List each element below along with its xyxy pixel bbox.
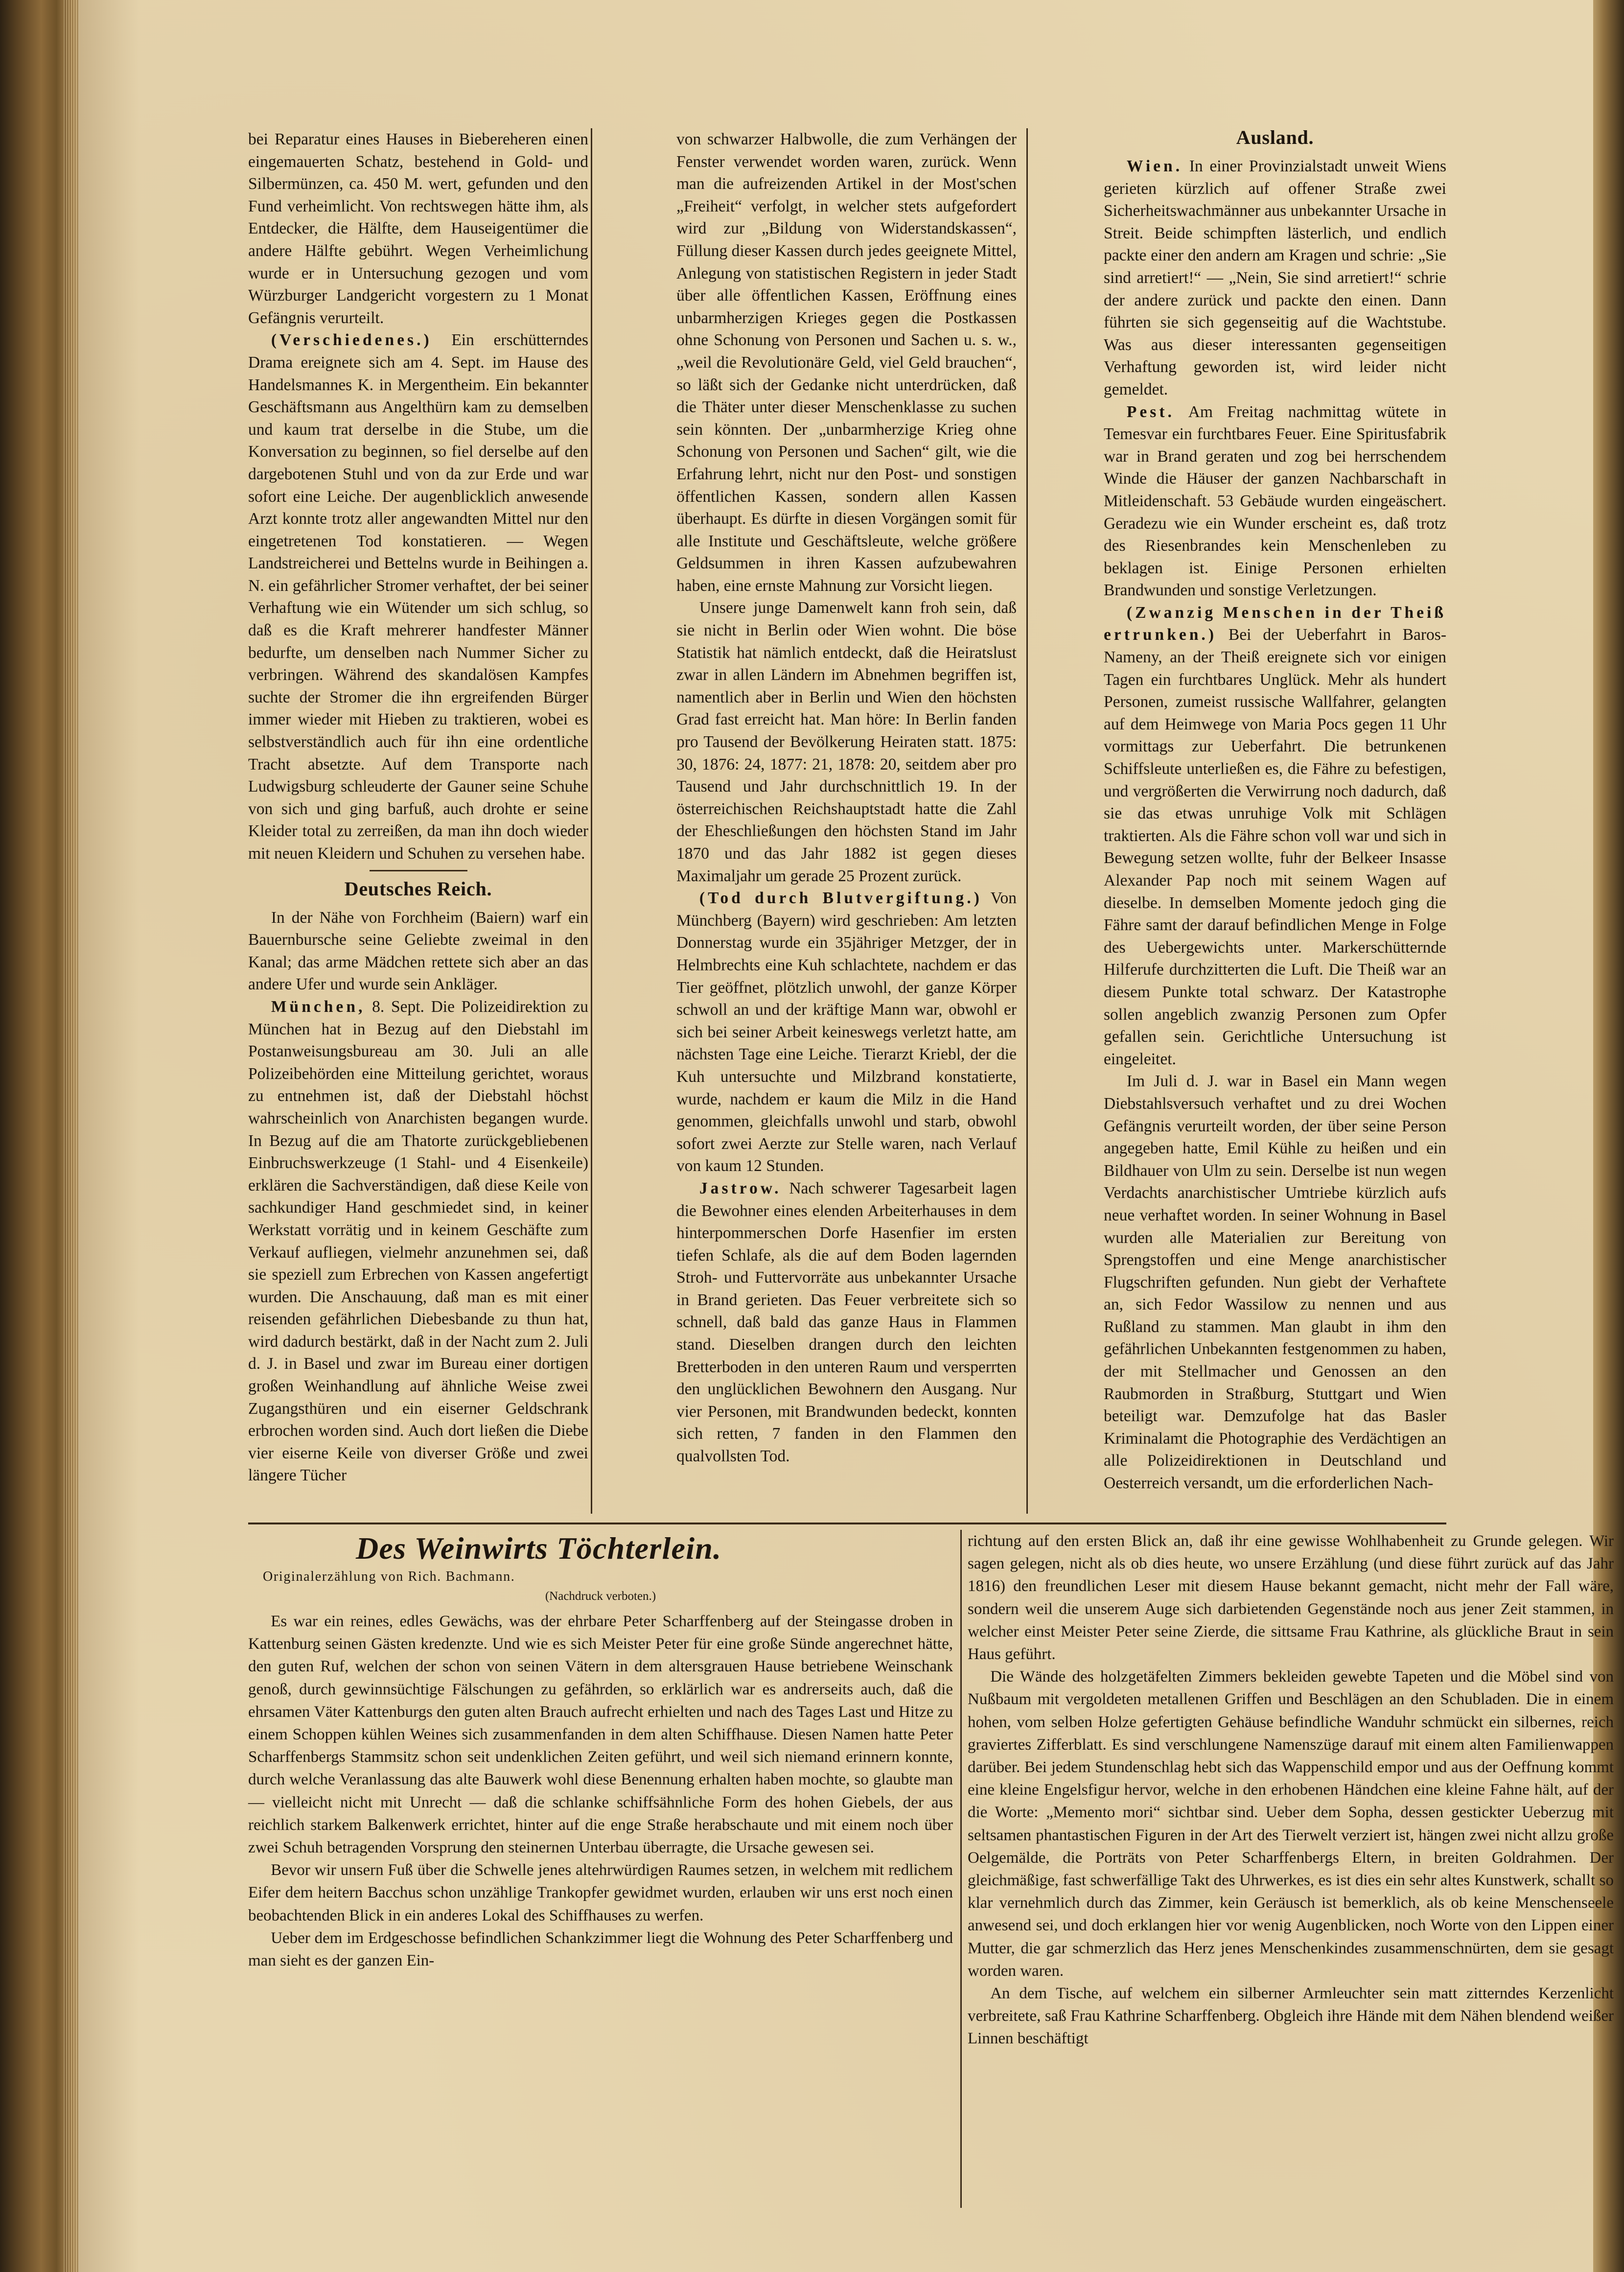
article-body: Am Freitag nachmittag wütete in Temesvar ein furchtbares Feuer. Eine Spiritusfabrik war in Brand geraten und zog bei herrschendem Winde die Häuser der ganzen Nachbarschaft in Mitleidenschaft. 53 Gebäude wurden eingeäschert. Geradezu wie ein Wunder erscheint es, daß trotz des Riesenbrandes kein Menschenleben zu beklagen ist. Einige Personen erhielten Brandwunden und sonstige Verletzungen. <box>1104 402 1447 600</box>
story-column-left <box>248 1530 953 1972</box>
article-verschiedenes <box>248 329 588 865</box>
article-freiheit: von schwarzer Halbwolle, die zum Verhängen der Fenster verwendet worden waren, zurück. Wenn man die aufreizenden Artikel in der Most'schen „Freiheit“ verfolgt, in welcher stets aufgefordert wird zur „Bildung von Widerstandskassen“, Füllung dieser Kassen durch jedes geeignete Mittel, Anlegung von statistischen Registern in jeder Stadt über alle öffentlichen Kassen, Eröffnung eines unbarmherzigen Krieges gegen die Postkassen ohne Schonung von Personen und Sachen u. s. w., „weil die Revolutionäre Geld, viel Geld brauchen“, so läßt sich der Gedanke nicht unterdrücken, daß die Thäter unter dieser Menschenklasse zu suchen sein könnten. Der „unbarmherzige Krieg ohne Schonung von Personen und Sachen“ gilt, wie die Erfahrung lehrt, nicht nur den Post- und sonstigen öffentlichen Kassen, sondern allen Kassen überhaupt. Es dürfte in diesen Vorgängen somit für alle Institute und Geschäftsleute, welche größere Geldsummen in ihren Kassen aufzubewahren haben, eine ernste Mahnung zur Vorsicht liegen. <box>676 130 1017 595</box>
story-reprint-note: (Nachdruck verboten.) <box>545 1590 656 1603</box>
newspaper-page <box>78 0 1614 2272</box>
article-heiratslust: Unsere junge Damenwelt kann froh sein, daß sie nicht in Berlin oder Wien wohnt. Die böse Statistik hat nämlich entdeckt, daß die Heiratslust zwar in allen Ländern im Abnehmen begriffen ist, namentlich aber in Berlin und Wien den höchsten Grad fast erreicht hat. Man höre: In Berlin fanden pro Tausend der Bevölkerung Heiraten statt. 1875: 30, 1876: 24, 1877: 21, 1878: 20, seitdem aber pro Tausend und Jahr durchschnittlich 19. In der österreichischen Reichshauptstadt hatte die Zahl der Eheschließungen den höchsten Stand im Jahr 1870 und das Jahr 1882 ist gegen dieses Maximaljahr um gerade 25 Prozent zurück. <box>676 599 1017 885</box>
article-treasure: bei Reparatur eines Hauses in Biebereheren einen eingemauerten Schatz, bestehend in Gold- und Silbermünzen, ca. 450 M. wert, gefunden und den Fund verheimlicht. Von rechtswegen hätte ihm, als Entdecker, die Hälfte, dem Hauseigentümer die andere Hälfte gebührt. Wegen Verheimlichung wurde er in Untersuchung gezogen und vom Würzburger Landgericht vorgestern zu 1 Monat Gefängnis verurteilt. <box>248 130 588 327</box>
story-column-right <box>968 1530 1614 2050</box>
story-paragraph: An dem Tische, auf welchem ein silberner Armleuchter sein matt zitterndes Kerzenlicht verbreitete, saß Frau Kathrine Scharffenberg. Obgleich ihre Hände mit dem Nähen blendend weißer Linnen beschäftigt <box>968 1985 1614 2048</box>
article-basel: Im Juli d. J. war in Basel ein Mann wegen Diebstahlsversuch verhaftet und zu drei Wochen Gefängnis verurteilt worden, der über seine Person angegeben hatte, Emil Kühle zu heißen und ein Bildhauer von Ulm zu sein. Derselbe ist nun wegen Verdachts anarchistischer Umtriebe kürzlich aufs neue verhaftet worden. In seiner Wohnung in Basel wurden alle Materialien zur Bereitung von Sprengstoffen und eine Menge anarchistischer Flugschriften gefunden. Nun giebt der Verhaftete an, sich Fedor Wassilow zu nennen und aus Rußland zu stammen. Man glaubt in ihm den gefährlichen Unbekannten festgenommen zu haben, der mit Stellmacher und Genossen an den Raubmorden in Straßburg, Stuttgart und Wien beteiligt war. Demzufolge hat das Basler Kriminalamt die Photographie des Verdächtigen an alle Polizeidirektionen in Deutschland und Oesterreich versandt, um die erforderlichen Nach- <box>1104 1072 1446 1493</box>
story-paragraph: Die Wände des holzgetäfelten Zimmers bekleiden gewebte Tapeten und die Möbel sind von Nußbaum mit vergoldeten metallenen Griffen und Beschlägen an den Schubladen. Die in einem hohen, vom selben Holze gefertigten Gehäuse befindliche Wanduhr schmückt ein silbernes, reich graviertes Zifferblatt. Es sind verschlungene Namenszüge darauf mit einem alten Familienwappen darüber. Bei jedem Stundenschlag hebt sich das Wappenschild empor und aus der Oeffnung kommt eine kleine Engelsfigur hervor, welche in den erhobenen Händchen eine kleine Fahne hält, auf der die Worte: „Memento mori“ sichtbar sind. Ueber dem Sopha, dessen gestickter Ueberzug mit seltsamen phantastischen Figuren in der Art des Tierwelt verziert ist, hängen zwei nicht allzu große Oelgemälde, die Porträts von Peter Scharffenbergs Eltern, in breiten Goldrahmen. Der gleichmäßige, fast schwerfällige Takt des Uhrwerkes, es ist dies ein sehr altes Kunstwerk, schallt so klar vernehmlich durch das Zimmer, kein Geräusch ist bemerklich, als ob keine Menschenseele anwesend sei, und doch erklangen hier vor wenig Augenblicken, noch Worte von den Lippen einer Mutter, die gar schmerzlich das Herz jenes Menschenkindes zusammenschnürten, dem sie gesagt worden waren. <box>968 1668 1614 1980</box>
section-heading-ausland: Ausland. <box>1236 126 1314 148</box>
feuilleton-divider <box>248 1522 1446 1524</box>
article-muenchen <box>248 996 588 1487</box>
section-heading-deutsches-reich: Deutsches Reich. <box>344 877 492 900</box>
article-theiss <box>1104 602 1446 1070</box>
story-paragraph: richtung auf den ersten Blick an, daß ihr eine gewisse Wohlhabenheit zu Grunde gelegen. Wir sagen gelegen, nicht als ob dies heute, wo unsere Erzählung (und diese führt zurück auf das Jahr 1816) den freundlichen Leser mit diesem Hause bekannt gemacht, nicht mehr der Fall wäre, sondern weil die unserem Auge sich darbietenden Gegenstände noch aus jener Zeit stammen, in welcher einst Meister Peter seine Zierde, die sittsame Frau Kathrine, als glückliche Braut in sein Haus geführt. <box>968 1532 1614 1663</box>
column-divider <box>1026 128 1028 1514</box>
story-title: Des Weinwirts Töchterlein. <box>356 1531 722 1566</box>
book-binding <box>0 0 86 2272</box>
story-paragraph: Es war ein reines, edles Gewächs, was der ehrbare Peter Scharffenberg auf der Steingasse droben in Kattenburg seinen Gästen kredenzte. Und wie es sich Meister Peter für eine große Sünde angerechnet hätte, den guten Ruf, welchen der schon von seinen Vätern in dem altersgrauen Hause betriebene Weinschank genoß, durch gewinnsüchtige Fälschungen zu gefährden, so erklärlich war es andrerseits auch, daß die ehrsamen Väter Kattenburgs den guten alten Brauch aufrecht erhielten und nach des Tages Last und Hitze zu einem Schoppen kühlen Weines sich zusammenfanden in dem alten Schiffhause. Diesen Namen hatte Peter Scharffenbergs Stammsitz schon seit undenklichen Zeiten geführt, und weil sich niemand erinnern konnte, durch welche Veranlassung das alte Bauwerk wohl diese Benennung erhalten haben mochte, so glaubte man — vielleicht nicht mit Unrecht — daß die schlanke schiffsähnliche Form des hohen Giebels, der aus reichlich starkem Balkenwerk errichtet, hinter auf die enge Straße herabschaute und mit einem noch über zwei Schuh betragenden Vorsprung den steinernen Unterbau überragte, die Ursache gewesen sei. <box>248 1613 953 1857</box>
article-pest <box>1104 401 1446 602</box>
story-paragraph: Bevor wir unsern Fuß über die Schwelle jenes altehrwürdigen Raumes setzen, in welchem mit redlichem Eifer dem heitern Bacchus schon unzählige Trankopfer gewidmet wurden, erlauben wir uns erst noch einen beobachtenden Blick in ein anderes Lokal des Schiffhauses zu werfen. <box>248 1861 953 1924</box>
article-lead: Pest. <box>1126 402 1175 421</box>
article-body: In einer Provinzialstadt unweit Wiens gerieten kürzlich auf offener Straße zwei Sicherheitswachmänner aus unbekannter Ursache in Streit. Beide schimpften lästerlich, und endlich packte einer den andern am Kragen und schrie: „Sie sind arretiert!“ — „Nein, Sie sind arretiert!“ schrie der andere zurück und packte den einen. Dann führten sie sich gegenseitig auf die Wachtstube. Was aus dieser interessanten gegenseitigen Verhaftung geworden ist, wird leider nicht gemeldet. <box>1104 157 1447 398</box>
article-body: 8. Sept. Die Polizeidirektion zu München hat in Bezug auf den Diebstahl im Postanweisungsbureau am 30. Juli an alle Polizeibehörden eine Mitteilung gerichtet, woraus zu entnehmen ist, daß der Diebstahl höchst wahrscheinlich von Anarchisten begangen wurde. In Bezug auf die am Thatorte zurückgebliebenen Einbruchswerkzeuge (1 Stahl- und 4 Eisenkeile) erklären die Sachverständigen, daß diese Keile von sachkundiger Hand geschmiedet sind, in keiner Werkstatt vorrätig und in keinem Geschäfte zum Verkauf aufliegen, vielmehr anzunehmen sei, daß sie speziell zum Erbrechen von Kassen angefertigt wurden. Die Anschauung, daß man es mit einer reisenden gefährlichen Diebesbande zu thun hat, wird dadurch bestärkt, daß in der Nacht zum 2. Juli d. J. in Basel und zwar im Bureau einer dortigen großen Weinhandlung auf ähnliche Weise zwei Zugangsthüren und ein eiserner Geldschrank erbrochen worden sind. Auch dort ließen die Diebe vier eiserne Keile von diverser Größe und zwei längere Tücher <box>248 997 588 1485</box>
article-body: Von Münchberg (Bayern) wird geschrieben: Am letzten Donnerstag wurde ein 35jähriger Metzger, der in Helmbrechts eine Kuh schlachtete, nachdem er das Tier geöffnet, plötzlich unwohl, der ganze Körper schwoll an und der kräftige Mann war, obwohl er sich bei seiner Arbeit keineswegs verletzt hatte, am nächsten Tage eine Leiche. Tierarzt Kriebl, der die Kuh untersuchte und Milzbrand konstatierte, wurde, nachdem er kaum die Milz in die Hand genommen, gleichfalls unwohl und starb, obwohl sofort zwei Aerzte zur Stelle waren, nach Verlauf von kaum 12 Stunden. <box>676 889 1017 1175</box>
column-2 <box>676 128 1017 1468</box>
article-blutvergiftung <box>676 887 1017 1177</box>
story-byline: Originalerzählung von Rich. Bachmann. <box>263 1569 515 1584</box>
article-lead: München, <box>271 997 366 1016</box>
article-lead: Wien. <box>1126 157 1183 175</box>
column-3 <box>1104 120 1446 1495</box>
article-lead: (Tod durch Blutvergiftung.) <box>699 889 982 908</box>
column-divider <box>591 128 592 1514</box>
article-body: Bei der Ueberfahrt in Baros-Nameny, an der Theiß ereignete sich vor einigen Tagen ein furchtbares Unglück. Mehr als hundert Personen, zumeist russische Wallfahrer, gelangten auf dem Heimwege von Maria Pocs gegen 11 Uhr vormittags zur Ueberfahrt. Die betrunkenen Schiffsleute unterließen es, die Fähre zu befestigen, und vergrößerten die Verwirrung noch dadurch, daß sie das etwas unruhige Volk mit Schlägen traktierten. Als die Fähre schon voll war und sich in Bewegung setzen wollte, fuhr der Belkeer Insasse Alexander Pap noch mit seinem Wagen auf dieselbe. In demselben Momente jedoch ging die Fähre samt der darauf befindlichen Menge in Folge des Uebergewichts unter. Markerschütternde Hilferufe durchzitterten die Luft. Die Theiß war an diesem Punkte total schwarz. Der Katastrophe sollen angeblich zwanzig Personen zum Opfer gefallen sein. Gerichtliche Untersuchung ist eingeleitet. <box>1104 626 1446 1068</box>
article-body: Nach schwerer Tagesarbeit lagen die Bewohner eines elenden Arbeiterhauses in dem hinterpommerschen Dorfe Hasenfier im ersten tiefen Schlafe, als die auf dem Boden lagernden Stroh- und Futtervorräte aus unbekannter Ursache in Brand gerieten. Das Feuer verbreitete sich so schnell, daß bald das ganze Haus in Flammen stand. Dieselben drangen durch den leichten Bretterboden in den unteren Raum und versperrten den unglücklichen Bewohnern den Ausgang. Nur vier Personen, mit Brandwunden bedeckt, konnten sich retten, 7 fanden in den Flammen den qualvollsten Tod. <box>676 1179 1017 1466</box>
article-forchheim: In der Nähe von Forchheim (Baiern) warf ein Bauernbursche seine Geliebte zweimal in den Kanal; das arme Mädchen rettete sich aber an das andere Ufer und wurde sein Ankläger. <box>248 908 588 994</box>
column-1 <box>248 128 588 1487</box>
story-paragraph: Ueber dem im Erdgeschosse befindlichen Schankzimmer liegt die Wohnung des Peter Scharffenberg und man sieht es der ganzen Ein- <box>248 1929 953 1970</box>
column-divider <box>960 1530 962 2208</box>
article-body: Ein erschütterndes Drama ereignete sich am 4. Sept. im Hause des Handelsmannes K. in Mergentheim. Ein bekannter Geschäftsmann aus Angelthürn kam zu demselben und kaum trat derselbe in die Stube, um die Konversation zu beginnen, so fiel derselbe auf den dargebotenen Stuhl und von da zur Erde und war sofort eine Leiche. Der augenblicklich anwesende Arzt konnte trotz aller angewandten Mittel nur den eingetretenen Tod konstatieren. — Wegen Landstreicherei und Bettelns wurde in Beihingen a. N. ein gefährlicher Stromer verhaftet, der bei seiner Verhaftung wie ein Wütender um sich schlug, so daß es die Kraft mehrerer handfester Männer bedurfte, um denselben nach Nummer Sicher zu verbringen. Während des skandalösen Kampfes suchte der Stromer die ihn ergreifenden Bürger immer wieder mit Hieben zu traktieren, wobei es selbstverständlich auch für ihn eine ordentliche Tracht absetzte. Auf dem Transporte nach Ludwigsburg schleuderte der Gauner seine Schuhe von sich und ging barfuß, auch drohte er seine Kleider total zu zerreißen, da man ihn doch wieder mit neuen Kleidern und Schuhen zu versehen habe. <box>248 331 589 863</box>
article-wien <box>1104 155 1446 401</box>
section-divider <box>370 870 467 871</box>
article-jastrow <box>676 1177 1017 1468</box>
article-lead: (Zwanzig Menschen in der Theiß ertrunken.) <box>1104 603 1446 644</box>
article-lead: Jastrow. <box>699 1179 782 1197</box>
article-lead: (Verschiedenes.) <box>271 331 432 350</box>
